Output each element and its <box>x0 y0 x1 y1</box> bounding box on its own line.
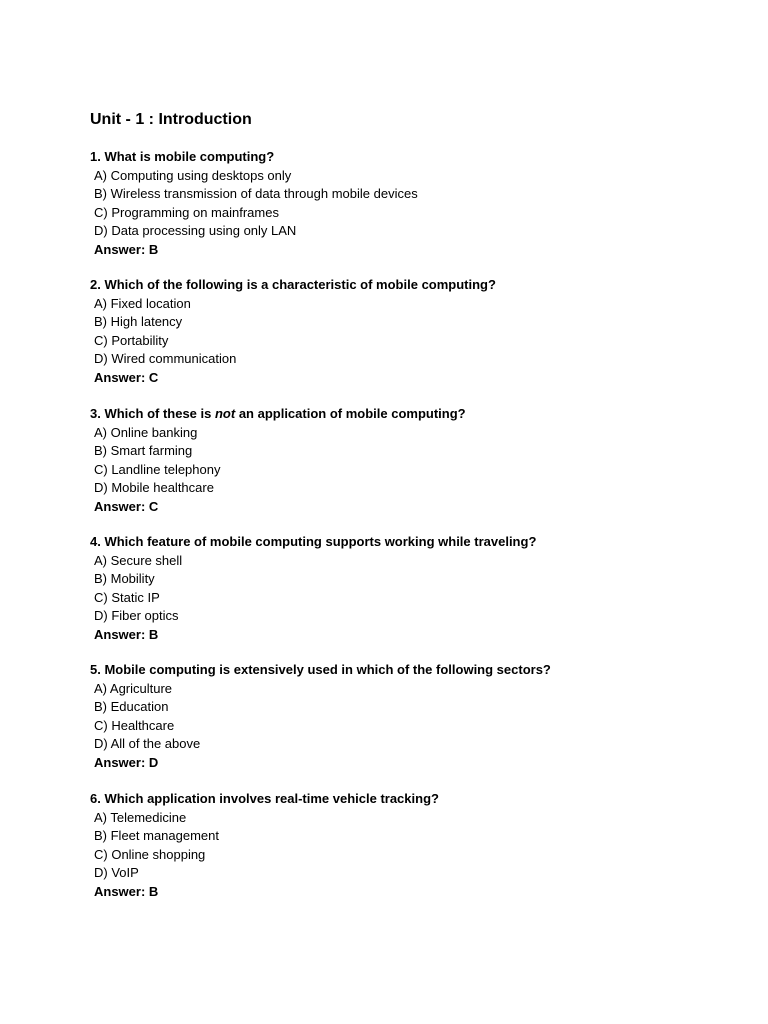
option-d: D) Fiber optics <box>94 608 179 624</box>
question-text-part: Which application involves real-time vehicle tracking? <box>104 791 439 806</box>
option-a: A) Online banking <box>94 424 198 440</box>
option-a: A) Agriculture <box>94 680 173 696</box>
question-text-part: Which of these is <box>104 406 215 421</box>
option-a: A) Secure shell <box>94 552 183 568</box>
question-text <box>90 276 730 295</box>
question-text <box>90 405 730 424</box>
question-text-part: Which feature of mobile computing supports working while traveling? <box>104 534 537 549</box>
option-a: A) Computing using desktops only <box>94 167 292 183</box>
question-5 <box>90 661 730 773</box>
option-b: B) High latency <box>94 314 183 330</box>
options-list <box>90 552 730 626</box>
question-text-part: Which of the following is a characteristic of mobile computing? <box>104 277 496 292</box>
options-list <box>90 809 730 883</box>
options-list <box>90 295 730 369</box>
question-text <box>90 661 730 680</box>
option-a: A) Fixed location <box>94 295 191 311</box>
answer: Answer: B <box>94 626 159 642</box>
option-d: D) All of the above <box>94 736 201 752</box>
answer: Answer: B <box>94 883 159 899</box>
option-b: B) Education <box>94 699 169 715</box>
options-list <box>90 680 730 754</box>
option-a: A) Telemedicine <box>94 809 187 825</box>
option-d: D) Wired communication <box>94 351 237 367</box>
option-c: C) Portability <box>94 332 169 348</box>
unit-title: Unit - 1 : Introduction <box>90 111 252 128</box>
option-c: C) Healthcare <box>94 717 175 733</box>
question-number: 3. <box>90 406 101 421</box>
answer: Answer: C <box>94 369 159 385</box>
question-6 <box>90 790 730 902</box>
option-c: C) Programming on mainframes <box>94 204 279 220</box>
option-c: C) Landline telephony <box>94 461 221 477</box>
question-3 <box>90 405 730 517</box>
question-number: 1. <box>90 149 101 164</box>
question-text-part: What is mobile computing? <box>104 149 275 164</box>
question-2 <box>90 276 730 388</box>
option-b: B) Mobility <box>94 571 155 587</box>
option-b: B) Smart farming <box>94 443 193 459</box>
option-c: C) Static IP <box>94 589 160 605</box>
answer: Answer: B <box>94 241 159 257</box>
option-d: D) VoIP <box>94 865 139 881</box>
options-list <box>90 167 730 241</box>
question-number: 5. <box>90 662 101 677</box>
question-text-part: Mobile computing is extensively used in which of the following sectors? <box>104 662 551 677</box>
question-number: 2. <box>90 277 101 292</box>
question-text <box>90 790 730 809</box>
question-text-emphasis: not <box>214 406 236 421</box>
question-text-part: an application of mobile computing? <box>235 406 466 421</box>
options-list <box>90 424 730 498</box>
question-1 <box>90 148 730 260</box>
option-b: B) Fleet management <box>94 828 220 844</box>
question-number: 6. <box>90 791 101 806</box>
option-d: D) Mobile healthcare <box>94 480 214 496</box>
answer: Answer: D <box>94 754 159 770</box>
option-c: C) Online shopping <box>94 846 206 862</box>
answer: Answer: C <box>94 498 159 514</box>
option-d: D) Data processing using only LAN <box>94 223 297 239</box>
question-number: 4. <box>90 534 101 549</box>
question-text <box>90 533 730 552</box>
question-text <box>90 148 730 167</box>
question-4 <box>90 533 730 645</box>
option-b: B) Wireless transmission of data through mobile devices <box>94 186 418 202</box>
